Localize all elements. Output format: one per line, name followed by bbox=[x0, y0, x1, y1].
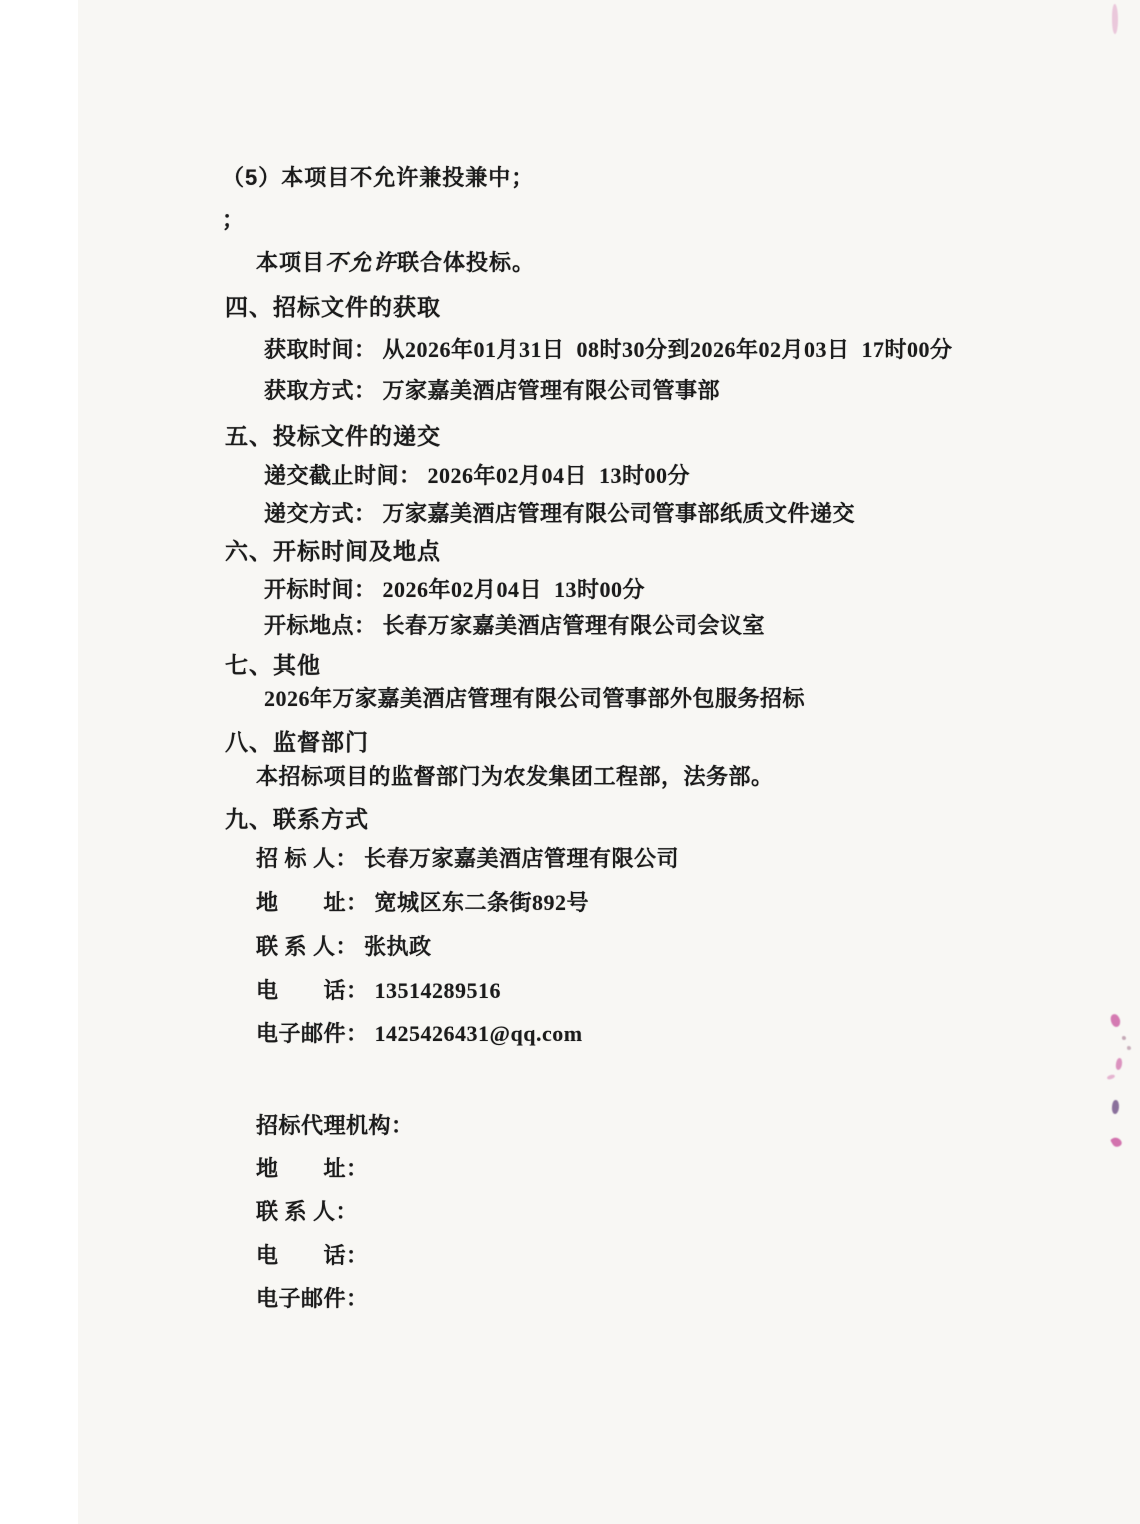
contact-person-value: 张执政 bbox=[364, 934, 432, 959]
email-value: 1425426431@qq.com bbox=[374, 1021, 583, 1046]
acquisition-time-line bbox=[264, 337, 953, 362]
bid-opening-time-value: 2026年02月04日 13时00分 bbox=[382, 577, 646, 602]
section-9-heading: 九、联系方式 bbox=[225, 806, 369, 832]
agency-address-label: 地 址： bbox=[256, 1156, 369, 1181]
ink-mark-2 bbox=[1115, 1058, 1123, 1071]
ink-mark-1 bbox=[1109, 1013, 1121, 1028]
agency-phone-label: 电 话： bbox=[256, 1243, 369, 1268]
submission-deadline-line bbox=[264, 463, 690, 488]
intro-line-3 bbox=[256, 250, 535, 275]
phone-line bbox=[256, 978, 501, 1003]
agency-address-line bbox=[256, 1156, 375, 1181]
submission-deadline-label: 递交截止时间： bbox=[264, 463, 422, 488]
contact-person-label: 联 系 人： bbox=[256, 934, 359, 959]
ink-dot-1 bbox=[1122, 1036, 1126, 1040]
section-6-heading: 六、开标时间及地点 bbox=[225, 538, 441, 564]
intro-line-2: ； bbox=[222, 207, 246, 232]
bid-opening-place-line bbox=[264, 613, 765, 638]
submission-method-value: 万家嘉美酒店管理有限公司管事部纸质文件递交 bbox=[382, 501, 856, 526]
agency-contact-label: 联 系 人： bbox=[256, 1199, 359, 1224]
ink-mark-4 bbox=[1111, 1100, 1119, 1115]
tenderer-label: 招 标 人： bbox=[256, 846, 359, 871]
other-info-line: 2026年万家嘉美酒店管理有限公司管事部外包服务招标 bbox=[264, 686, 806, 711]
tenderer-address-value: 宽城区东二条街892号 bbox=[374, 890, 590, 915]
submission-method-line bbox=[264, 501, 855, 526]
section-7-heading: 七、其他 bbox=[225, 652, 321, 678]
bid-opening-place-label: 开标地点： bbox=[264, 613, 377, 638]
agency-contact-line bbox=[256, 1199, 364, 1224]
email-label: 电子邮件： bbox=[256, 1021, 369, 1046]
tenderer-address-line bbox=[256, 890, 589, 915]
intro-line-1: （5）本项目不允许兼投兼中； bbox=[222, 165, 535, 190]
intro-line-3-prefix: 本项目 bbox=[256, 250, 326, 275]
intro-line-3-italic: 不允许 bbox=[325, 250, 398, 275]
bid-opening-place-value: 长春万家嘉美酒店管理有限公司会议室 bbox=[382, 613, 766, 638]
agency-phone-line bbox=[256, 1243, 375, 1268]
agency-email-label: 电子邮件： bbox=[256, 1286, 369, 1311]
email-line bbox=[256, 1021, 583, 1046]
ink-mark-3 bbox=[1107, 1074, 1116, 1080]
scan-edge-strip bbox=[0, 0, 78, 1524]
section-8-heading: 八、监督部门 bbox=[225, 729, 369, 755]
section-5-heading: 五、投标文件的递交 bbox=[225, 423, 441, 449]
ink-smudge-top-right bbox=[1112, 4, 1118, 34]
submission-deadline-value: 2026年02月04日 13时00分 bbox=[427, 463, 691, 488]
bid-opening-time-line bbox=[264, 577, 645, 602]
tenderer-address-label: 地 址： bbox=[256, 890, 369, 915]
acquisition-time-value: 从2026年01月31日 08时30分到2026年02月03日 17时00分 bbox=[382, 337, 953, 362]
intro-line-3-suffix: 联合体投标。 bbox=[397, 250, 536, 275]
acquisition-method-value: 万家嘉美酒店管理有限公司管事部 bbox=[382, 378, 721, 403]
tenderer-line bbox=[256, 846, 679, 871]
contact-person-line bbox=[256, 934, 432, 959]
supervision-dept-line: 本招标项目的监督部门为农发集团工程部，法务部。 bbox=[256, 764, 774, 789]
ink-mark-5 bbox=[1110, 1135, 1123, 1148]
section-4-heading: 四、招标文件的获取 bbox=[225, 294, 441, 320]
acquisition-method-label: 获取方式： bbox=[264, 378, 377, 403]
phone-value: 13514289516 bbox=[374, 978, 502, 1003]
acquisition-time-label: 获取时间： bbox=[264, 337, 377, 362]
phone-label: 电 话： bbox=[256, 978, 369, 1003]
bid-opening-time-label: 开标时间： bbox=[264, 577, 377, 602]
agency-title-line: 招标代理机构： bbox=[256, 1113, 414, 1138]
acquisition-method-line bbox=[264, 378, 720, 403]
ink-dot-2 bbox=[1127, 1046, 1131, 1050]
tenderer-value: 长春万家嘉美酒店管理有限公司 bbox=[364, 846, 680, 871]
submission-method-label: 递交方式： bbox=[264, 501, 377, 526]
agency-email-line bbox=[256, 1286, 375, 1311]
